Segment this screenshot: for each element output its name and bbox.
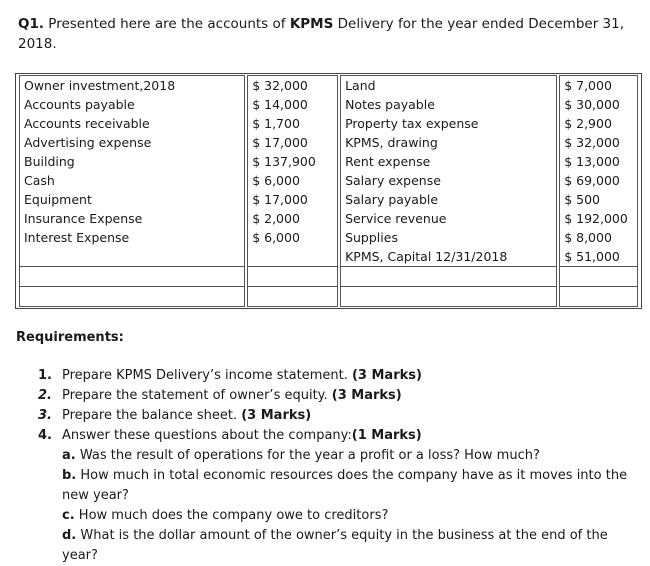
account-amount-left [247, 247, 338, 266]
account-amount-left: $ 32,000 [247, 75, 338, 95]
sub-question [62, 466, 628, 506]
sub-question-letter: d. [62, 528, 77, 543]
blank-row [19, 286, 638, 307]
requirement-marks: (3 Marks) [351, 368, 422, 383]
requirement-item [38, 366, 628, 386]
account-name-right: Salary expense [340, 171, 557, 190]
table-row [19, 190, 638, 209]
blank-cell [340, 286, 557, 307]
blank-cell [559, 286, 638, 307]
requirement-number: 4. [38, 428, 52, 443]
requirement-text: Prepare the balance sheet. [62, 408, 242, 423]
requirement-marks: (1 Marks) [351, 428, 422, 443]
blank-row [19, 266, 638, 286]
sub-question-text: Was the result of operations for the year a profit or a loss? How much? [75, 448, 540, 463]
requirement-number: 2. [38, 388, 52, 403]
account-amount-left: $ 17,000 [247, 133, 338, 152]
requirements-list [38, 366, 628, 566]
table-row [19, 247, 638, 266]
account-amount-right: $ 30,000 [559, 95, 638, 114]
company-name: KPMS [289, 16, 334, 32]
table-row [19, 75, 638, 95]
account-amount-left: $ 6,000 [247, 171, 338, 190]
blank-cell [19, 286, 245, 307]
table-row [19, 152, 638, 171]
account-amount-left: $ 137,900 [247, 152, 338, 171]
table-row [19, 133, 638, 152]
account-amount-right: $ 32,000 [559, 133, 638, 152]
sub-question [62, 526, 628, 566]
account-amount-right: $ 7,000 [559, 75, 638, 95]
blank-cell [340, 266, 557, 286]
account-name-left: Insurance Expense [19, 209, 245, 228]
account-name-right: Land [340, 75, 557, 95]
table-row [19, 209, 638, 228]
sub-question-text: How much does the company owe to creditors? [74, 508, 389, 523]
table-row [19, 95, 638, 114]
requirements-title: Requirements: [16, 330, 124, 345]
requirement-number: 1. [38, 368, 52, 383]
sub-question-letter: a. [62, 448, 76, 463]
account-name-right: Salary payable [340, 190, 557, 209]
account-amount-left: $ 17,000 [247, 190, 338, 209]
account-name-right: KPMS, drawing [340, 133, 557, 152]
question-rest: Delivery for the year ended December 31, 2018. [18, 16, 625, 52]
requirement-number: 3. [38, 408, 52, 423]
sub-question [62, 446, 628, 466]
account-amount-right: $ 8,000 [559, 228, 638, 247]
blank-cell [19, 266, 245, 286]
table-row [19, 114, 638, 133]
requirement-marks: (3 Marks) [331, 388, 402, 403]
question-number: Q1. [18, 16, 44, 32]
sub-question-letter: b. [62, 468, 77, 483]
requirement-text: Prepare the statement of owner’s equity. [62, 388, 332, 403]
account-amount-right: $ 500 [559, 190, 638, 209]
question-intro: Presented here are the accounts of [44, 16, 290, 32]
requirement-item [38, 426, 628, 446]
account-name-right: KPMS, Capital 12/31/2018 [340, 247, 557, 266]
account-name-right: Supplies [340, 228, 557, 247]
table-row [19, 228, 638, 247]
account-name-left: Building [19, 152, 245, 171]
account-amount-left: $ 6,000 [247, 228, 338, 247]
account-amount-right: $ 2,900 [559, 114, 638, 133]
account-name-right: Property tax expense [340, 114, 557, 133]
sub-question [62, 506, 628, 526]
requirement-text: Answer these questions about the company: [62, 428, 352, 443]
account-name-left: Interest Expense [19, 228, 245, 247]
table-row [19, 171, 638, 190]
account-amount-right: $ 13,000 [559, 152, 638, 171]
sub-question-text: What is the dollar amount of the owner’s equity in the business at the end of the year? [62, 528, 608, 563]
account-name-right: Rent expense [340, 152, 557, 171]
account-name-left: Equipment [19, 190, 245, 209]
accounts-table [15, 73, 642, 309]
blank-cell [559, 266, 638, 286]
account-name-right: Service revenue [340, 209, 557, 228]
account-name-left: Accounts receivable [19, 114, 245, 133]
account-name-right: Notes payable [340, 95, 557, 114]
question-text [18, 14, 628, 54]
account-amount-right: $ 51,000 [559, 247, 638, 266]
account-amount-right: $ 192,000 [559, 209, 638, 228]
account-amount-left: $ 1,700 [247, 114, 338, 133]
account-amount-right: $ 69,000 [559, 171, 638, 190]
account-name-left: Advertising expense [19, 133, 245, 152]
requirement-item [38, 386, 628, 406]
sub-question-text: How much in total economic resources does the company have as it moves into the new year? [62, 468, 628, 503]
blank-cell [247, 266, 338, 286]
requirement-item [38, 406, 628, 426]
sub-question-letter: c. [62, 508, 75, 523]
requirement-text: Prepare KPMS Delivery’s income statement. [62, 368, 352, 383]
account-amount-left: $ 14,000 [247, 95, 338, 114]
blank-cell [247, 286, 338, 307]
account-name-left: Accounts payable [19, 95, 245, 114]
account-name-left: Cash [19, 171, 245, 190]
account-name-left: Owner investment,2018 [19, 75, 245, 95]
account-amount-left: $ 2,000 [247, 209, 338, 228]
requirement-marks: (3 Marks) [241, 408, 312, 423]
account-name-left [19, 247, 245, 266]
